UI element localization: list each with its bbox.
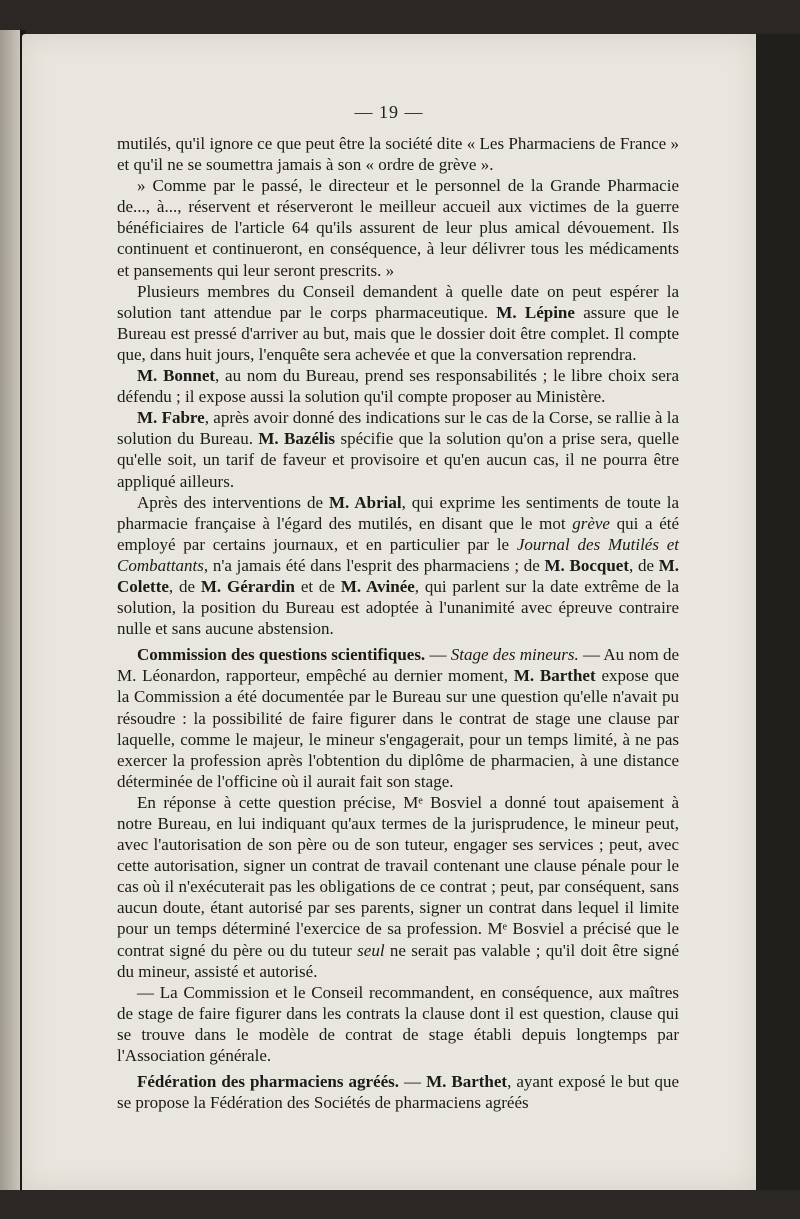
journal-title: Journal des Mutilés et Combattants [117,534,679,575]
speaker-name: M. Bonnet [137,366,216,386]
speaker-name: M. Lépine [496,302,575,322]
speaker-name: M. Gérardin [200,576,295,596]
paragraph-text: expose que la Commission a été documentée par le Bureau sur une question qu'elle n'avait pu résoudre : la possibilité de faire figurer dans le contrat de stage une clause par laquelle, comme le majeur, le mineur s'engagerait, pour un temps limité, à ne pas exercer la profession après l'obtention du diplôme de pharmacien, à une distance déterminée de l'officine où il aurait fait son stage. [117,666,679,791]
paragraph-commission [117,644,679,792]
speaker-name: M. Barthet [426,1072,508,1092]
paragraph-text: ne serait pas valable ; qu'il doit être signé du mineur, assisté et autorisé. [117,940,679,981]
page-body [117,133,679,1113]
italic-term: grève [572,513,610,533]
paragraph-text: assure que le Bureau est pressé d'arriver au but, mais que le dossier doit être complet. Il compte que, dans huit jours, l'enquête sera achevée et que la conversation reprendra. [117,302,680,364]
paragraph-grande-pharmacie: » Comme par le passé, le directeur et le personnel de la Grande Pharmacie de..., à..., réservent et réserveront le meilleur accueil aux victimes de la guerre bénéficiaires de l'article 64 qu'ils assurent de leur plus amical dévouement. Ils continuent et continueront, en conséquence, à leur délivrer tous les médicaments et pansements qui leur seront prescrits. » [117,176,679,280]
speaker-name: M. Colette [117,555,680,596]
paragraph-fabre [117,407,679,491]
paragraph-mutiles: mutilés, qu'il ignore ce que peut être la société dite « Les Pharmaciens de France » et qu'il ne se soumettra jamais à son « ordre de grève ». [117,134,679,175]
section-subheading: Stage des mineurs. [450,645,579,665]
paragraph-text: , après avoir donné des indications sur le cas de la Corse, se rallie à la solution du Bureau. [117,408,680,449]
dash: — [404,1072,422,1092]
italic-term: seul [357,940,385,960]
paragraph-text: qui a été employé par certains journaux, et en particulier par le [117,513,680,554]
paragraph-text: , n'a jamais été dans l'esprit des pharmaciens ; de [203,555,540,575]
speaker-name: M. Fabre [137,408,205,428]
speaker-name: M. Bocquet [544,555,630,575]
paragraph-text: , de [629,555,655,575]
paragraph-federation [117,1071,679,1113]
paragraph-recommendation: — La Commission et le Conseil recommandent, en conséquence, aux maîtres de stage de faire figurer dans les contrats la clause dont il est question, clause qui se trouve dans le modèle de contrat de stage établi depuis longtemps par l'Association générale. [117,982,679,1066]
paragraph-bonnet [117,365,679,407]
paragraph-lepine [117,281,679,365]
speaker-name: M. Barthet [513,666,596,686]
speaker-name: M. Avinée [340,576,415,596]
paragraph-text: — Au nom de M. Léonardon, rapporteur, empêché au dernier moment, [117,645,679,686]
paragraph-text: , qui parlent sur la date extrême de la solution, la position du Bureau est adoptée à l'unanimité avec épreuve contraire nulle et sans aucune abstension. [117,576,679,639]
section-heading: Fédération des pharmaciens agréés. [137,1072,399,1092]
speaker-name: M. Bazélis [258,429,336,449]
paragraph-text: , de [168,576,196,596]
scan-background [754,34,800,1190]
paragraph-text: et de [300,576,335,596]
paragraph-abrial [117,492,679,640]
paragraph-text: spécifie que la solution qu'on a prise sera, quelle qu'elle soit, un tarif de faveur et provisoire et qu'en aucun cas, il ne pourra être appliqué ailleurs. [117,429,679,491]
book-page [22,34,756,1190]
page-number: — 19 — [354,102,424,122]
paragraph-text: , au nom du Bureau, prend ses responsabilités ; le libre choix sera défendu ; il expose aussi la solution qu'il compte proposer au Ministère. [117,366,679,407]
paragraph-text: , ayant exposé le but que se propose la Fédération des Sociétés de pharmaciens agréés [117,1072,680,1113]
paragraph-text: Après des interventions de [137,492,324,512]
speaker-name: M. Abrial [329,492,402,512]
dash: — [429,645,447,665]
paragraph-bosviel [117,792,679,982]
facing-page-edge [0,30,22,1190]
section-heading: Commission des questions scientifiques. [137,645,426,665]
paragraph-text: , qui exprime les sentiments de toute la pharmacie française à l'égard des mutilés, en disant que le mot [117,492,679,533]
paragraph-text: Plusieurs membres du Conseil demandent à quelle date on peut espérer la solution tant attendue par le corps pharmaceutique. [117,281,679,322]
paragraph-text: En réponse à cette question précise, Mᵉ Bosviel a donné tout apaisement à notre Bureau, en lui indiquant qu'aux termes de la jurisprudence, le mineur peut, avec l'autorisation de son père ou de son tuteur, engager ses services ; peut, avec cette autorisation, signer un contrat de travail contenant une clause pénale pour le cas où il n'exécuterait pas les obligations de ce contrat ; peut, par conséquent, sans aucun doute, étant autorisé par ses parents, signer un contrat dans lequel il limite pour un temps déterminé l'exercice de sa profession. Mᵉ Bosviel a précisé que le contrat signé du père ou du tuteur [117,792,679,960]
